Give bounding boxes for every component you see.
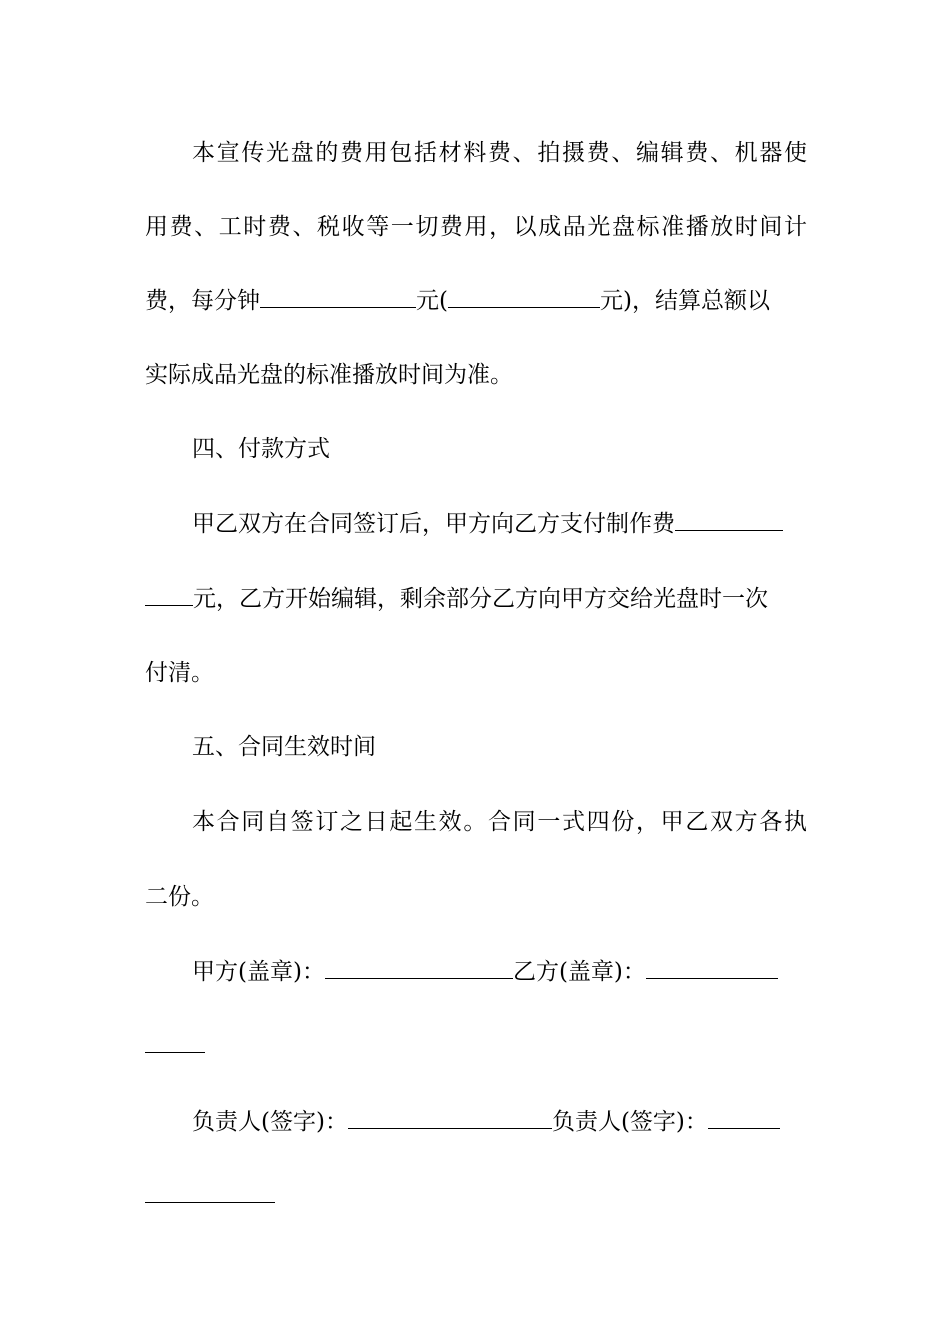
party-a-seal-label: 甲方(盖章)： [192, 959, 325, 985]
para1-line4: 实际成品光盘的标准播放时间为准。 [145, 362, 513, 388]
person-b-sign-label: 负责人(签字)： [551, 1109, 708, 1135]
person-b-sign-blank-cont [145, 1180, 275, 1203]
section4-line2 [145, 583, 807, 615]
section4-line1-text: 甲乙双方在合同签订后，甲方向乙方支付制作费 [192, 511, 675, 537]
seal-line [145, 956, 807, 988]
party-b-seal-blank-cont [145, 1030, 205, 1053]
section5-line2: 二份。 [145, 884, 214, 910]
para1-line3-text-b: 元( [416, 288, 448, 314]
section4-line2-text: 元，乙方开始编辑，剩余部分乙方向甲方交给光盘时一次 [193, 586, 768, 612]
section4-line3: 付清。 [145, 660, 214, 686]
party-a-seal-blank [325, 956, 513, 979]
section4-line1 [145, 508, 807, 540]
person-a-sign-label: 负责人(签字)： [192, 1109, 348, 1135]
party-b-seal-label: 乙方(盖章)： [512, 959, 646, 985]
rate-uppercase-blank [448, 285, 600, 308]
para1-line3-text-c: 元)，结算总额以 [599, 288, 770, 314]
section4-heading: 四、付款方式 [192, 436, 330, 462]
para1-line3-text-a: 费，每分钟 [145, 288, 260, 314]
person-b-sign-blank [708, 1106, 780, 1129]
production-fee-blank-cont [145, 583, 193, 606]
sign-line [145, 1106, 807, 1138]
para1-line1: 本宣传光盘的费用包括材料费、拍摄费、编辑费、机器使 [192, 140, 807, 166]
para1-line3 [145, 285, 807, 317]
section5-heading: 五、合同生效时间 [192, 734, 376, 760]
person-a-sign-blank [348, 1106, 552, 1129]
party-b-seal-blank [646, 956, 778, 979]
section5-line1: 本合同自签订之日起生效。合同一式四份，甲乙双方各执 [192, 809, 807, 835]
sign-line-cont [145, 1180, 807, 1212]
rate-per-minute-blank [260, 285, 416, 308]
para1-line2: 用费、工时费、税收等一切费用，以成品光盘标准播放时间计 [145, 214, 807, 240]
production-fee-blank [675, 508, 783, 531]
seal-line-cont [145, 1030, 807, 1062]
